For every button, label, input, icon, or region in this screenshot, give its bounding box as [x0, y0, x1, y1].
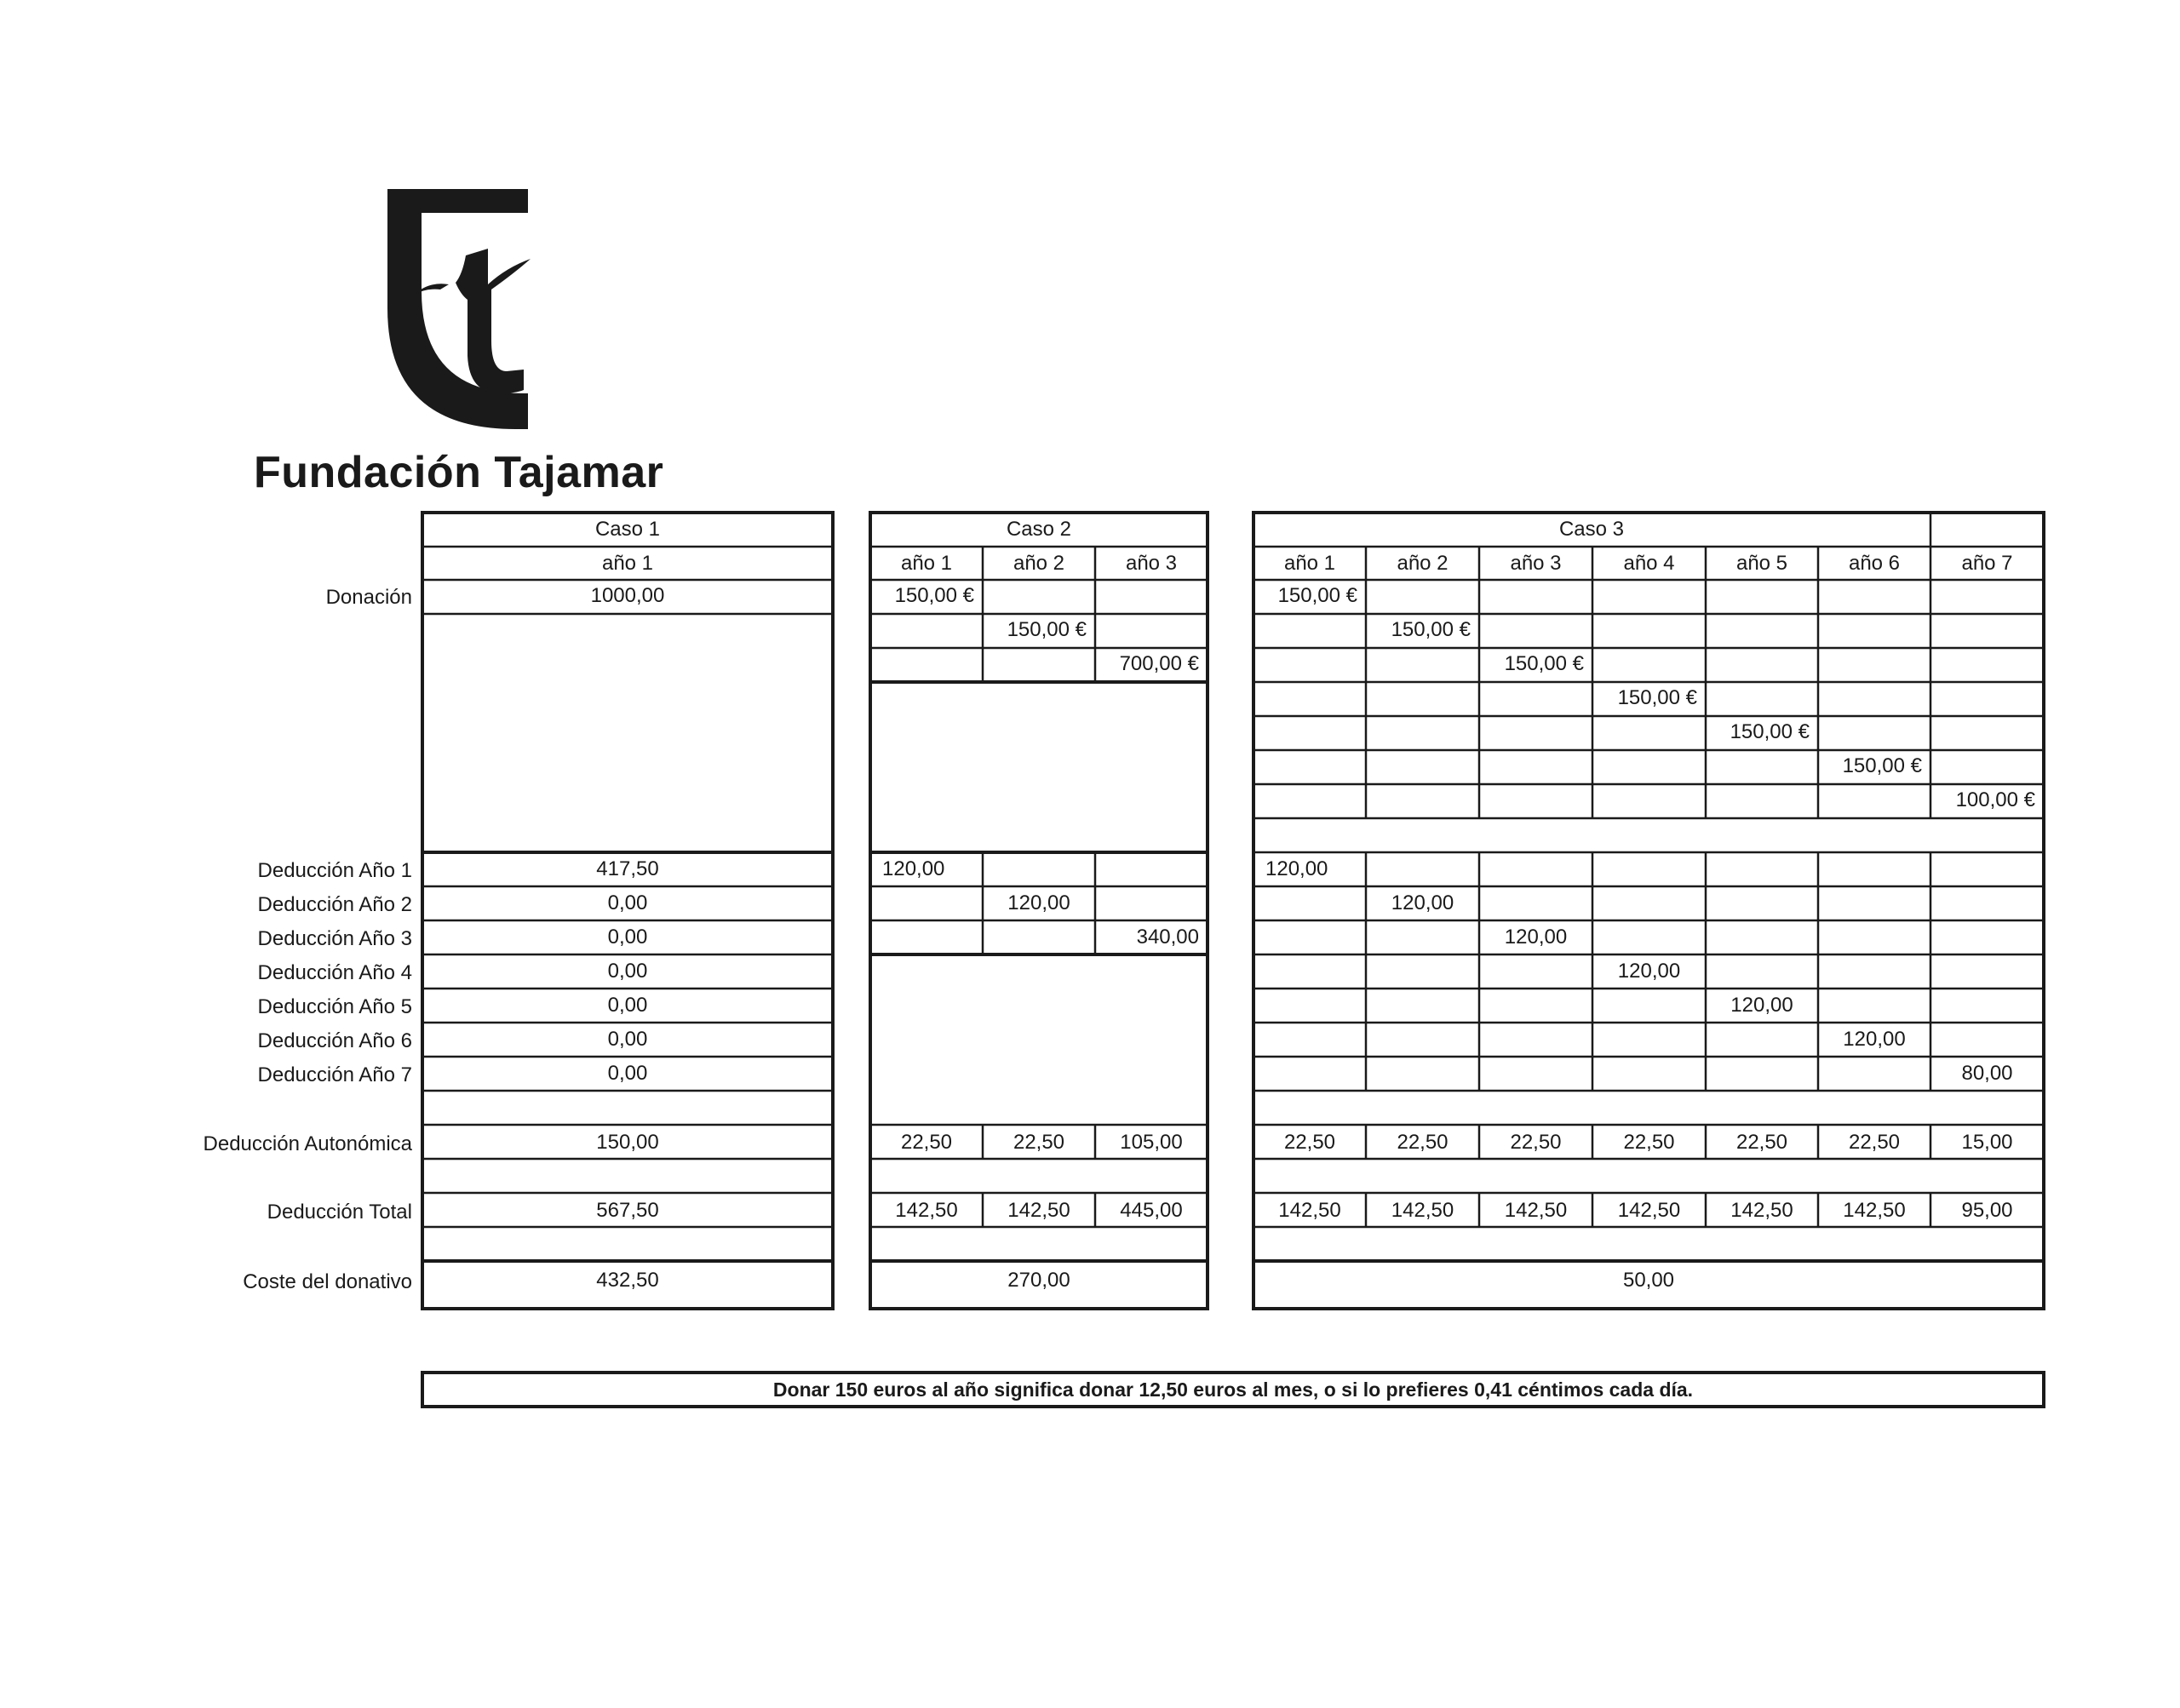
caso3-donacion-4: 150,00 € [1617, 686, 1697, 709]
caso2-autonomica-2: 22,50 [1013, 1131, 1065, 1154]
caso3-year-3: año 3 [1510, 552, 1562, 575]
caso2-donacion-3: 700,00 € [1119, 652, 1199, 675]
caso1-donacion: 1000,00 [590, 584, 665, 607]
caso3-total-1: 142,50 [1278, 1199, 1341, 1222]
caso3-donacion-1: 150,00 € [1277, 584, 1357, 607]
caso3-year-4: año 4 [1623, 552, 1675, 575]
caso1-ded-7: 0,00 [607, 1062, 648, 1085]
caso2-total-1: 142,50 [895, 1199, 958, 1222]
caso3-ded-3: 120,00 [1504, 926, 1568, 949]
caso3-autonomica-3: 22,50 [1510, 1131, 1562, 1154]
label-autonomica: Deducción Autonómica [203, 1132, 412, 1155]
caso3-ded-2: 120,00 [1391, 891, 1454, 914]
caso1-total: 567,50 [596, 1199, 659, 1222]
caso2-total-2: 142,50 [1007, 1199, 1070, 1222]
caso2-year-2: año 2 [1013, 552, 1065, 575]
caso1-ded-3: 0,00 [607, 926, 648, 949]
caso2-ded-3: 340,00 [1136, 926, 1199, 949]
caso1-autonomica: 150,00 [596, 1131, 659, 1154]
footer-note: Donar 150 euros al año significa donar 12,50 euros al mes, o si lo prefieres 0,41 céntimos cada día. [772, 1378, 1694, 1401]
caso3-year-6: año 6 [1848, 552, 1901, 575]
caso1-ded-4: 0,00 [607, 960, 648, 983]
caso3-year-7: año 7 [1961, 552, 2013, 575]
caso1-ded-1: 417,50 [596, 857, 659, 880]
label-ded7: Deducción Año 7 [257, 1063, 412, 1086]
caso2-total-3: 445,00 [1120, 1199, 1183, 1222]
caso3-total-6: 142,50 [1843, 1199, 1906, 1222]
caso2-title: Caso 2 [1006, 518, 1072, 541]
caso2-year-1: año 1 [900, 552, 953, 575]
brand-name: Fundación Tajamar [254, 448, 664, 497]
label-ded1: Deducción Año 1 [257, 859, 412, 882]
caso1-title: Caso 1 [594, 518, 661, 541]
label-ded5: Deducción Año 5 [257, 995, 412, 1018]
label-coste: Coste del donativo [243, 1270, 412, 1293]
caso3-total-3: 142,50 [1504, 1199, 1568, 1222]
caso3-donacion-3: 150,00 € [1504, 652, 1584, 675]
label-ded2: Deducción Año 2 [257, 893, 412, 916]
caso3-donacion-7: 100,00 € [1955, 788, 2035, 811]
caso3-donacion-5: 150,00 € [1730, 720, 1810, 743]
label-ded4: Deducción Año 4 [257, 961, 412, 984]
caso3-year-5: año 5 [1735, 552, 1788, 575]
caso2-autonomica-3: 105,00 [1120, 1131, 1183, 1154]
caso3-autonomica-7: 15,00 [1961, 1131, 2013, 1154]
caso3-ded-5: 120,00 [1730, 994, 1793, 1017]
caso3-total-2: 142,50 [1391, 1199, 1454, 1222]
caso3-autonomica-1: 22,50 [1283, 1131, 1336, 1154]
caso3-ded-4: 120,00 [1617, 960, 1681, 983]
caso3-autonomica-6: 22,50 [1848, 1131, 1901, 1154]
caso1-ded-6: 0,00 [607, 1028, 648, 1051]
caso1-ded-2: 0,00 [607, 891, 648, 914]
caso2-year-3: año 3 [1125, 552, 1178, 575]
caso2-ded-1: 120,00 [882, 857, 945, 880]
caso3-ded-1: 120,00 [1265, 857, 1328, 880]
caso3-autonomica-4: 22,50 [1623, 1131, 1675, 1154]
caso3-autonomica-2: 22,50 [1397, 1131, 1449, 1154]
label-ded6: Deducción Año 6 [257, 1029, 412, 1052]
caso2-ded-2: 120,00 [1007, 891, 1070, 914]
caso3-ded-6: 120,00 [1843, 1028, 1906, 1051]
caso3-donacion-2: 150,00 € [1391, 618, 1471, 641]
caso3-ded-7: 80,00 [1961, 1062, 2013, 1085]
caso2-donacion-1: 150,00 € [894, 584, 974, 607]
caso3-title: Caso 3 [1558, 518, 1625, 541]
caso3-total-7: 95,00 [1961, 1199, 2013, 1222]
caso3-coste: 50,00 [1622, 1269, 1675, 1292]
label-donacion: Donación [325, 586, 412, 609]
label-ded3: Deducción Año 3 [257, 927, 412, 950]
caso3-autonomica-5: 22,50 [1735, 1131, 1788, 1154]
caso2-donacion-2: 150,00 € [1007, 618, 1087, 641]
caso3-total-5: 142,50 [1730, 1199, 1793, 1222]
caso1-year: año 1 [601, 552, 654, 575]
caso1-coste: 432,50 [596, 1269, 659, 1292]
caso2-autonomica-1: 22,50 [900, 1131, 953, 1154]
caso3-year-2: año 2 [1397, 552, 1449, 575]
caso3-total-4: 142,50 [1617, 1199, 1681, 1222]
caso3-year-1: año 1 [1283, 552, 1336, 575]
caso2-coste: 270,00 [1007, 1269, 1070, 1292]
caso1-ded-5: 0,00 [607, 994, 648, 1017]
label-total: Deducción Total [267, 1201, 412, 1224]
caso3-donacion-6: 150,00 € [1842, 754, 1922, 777]
